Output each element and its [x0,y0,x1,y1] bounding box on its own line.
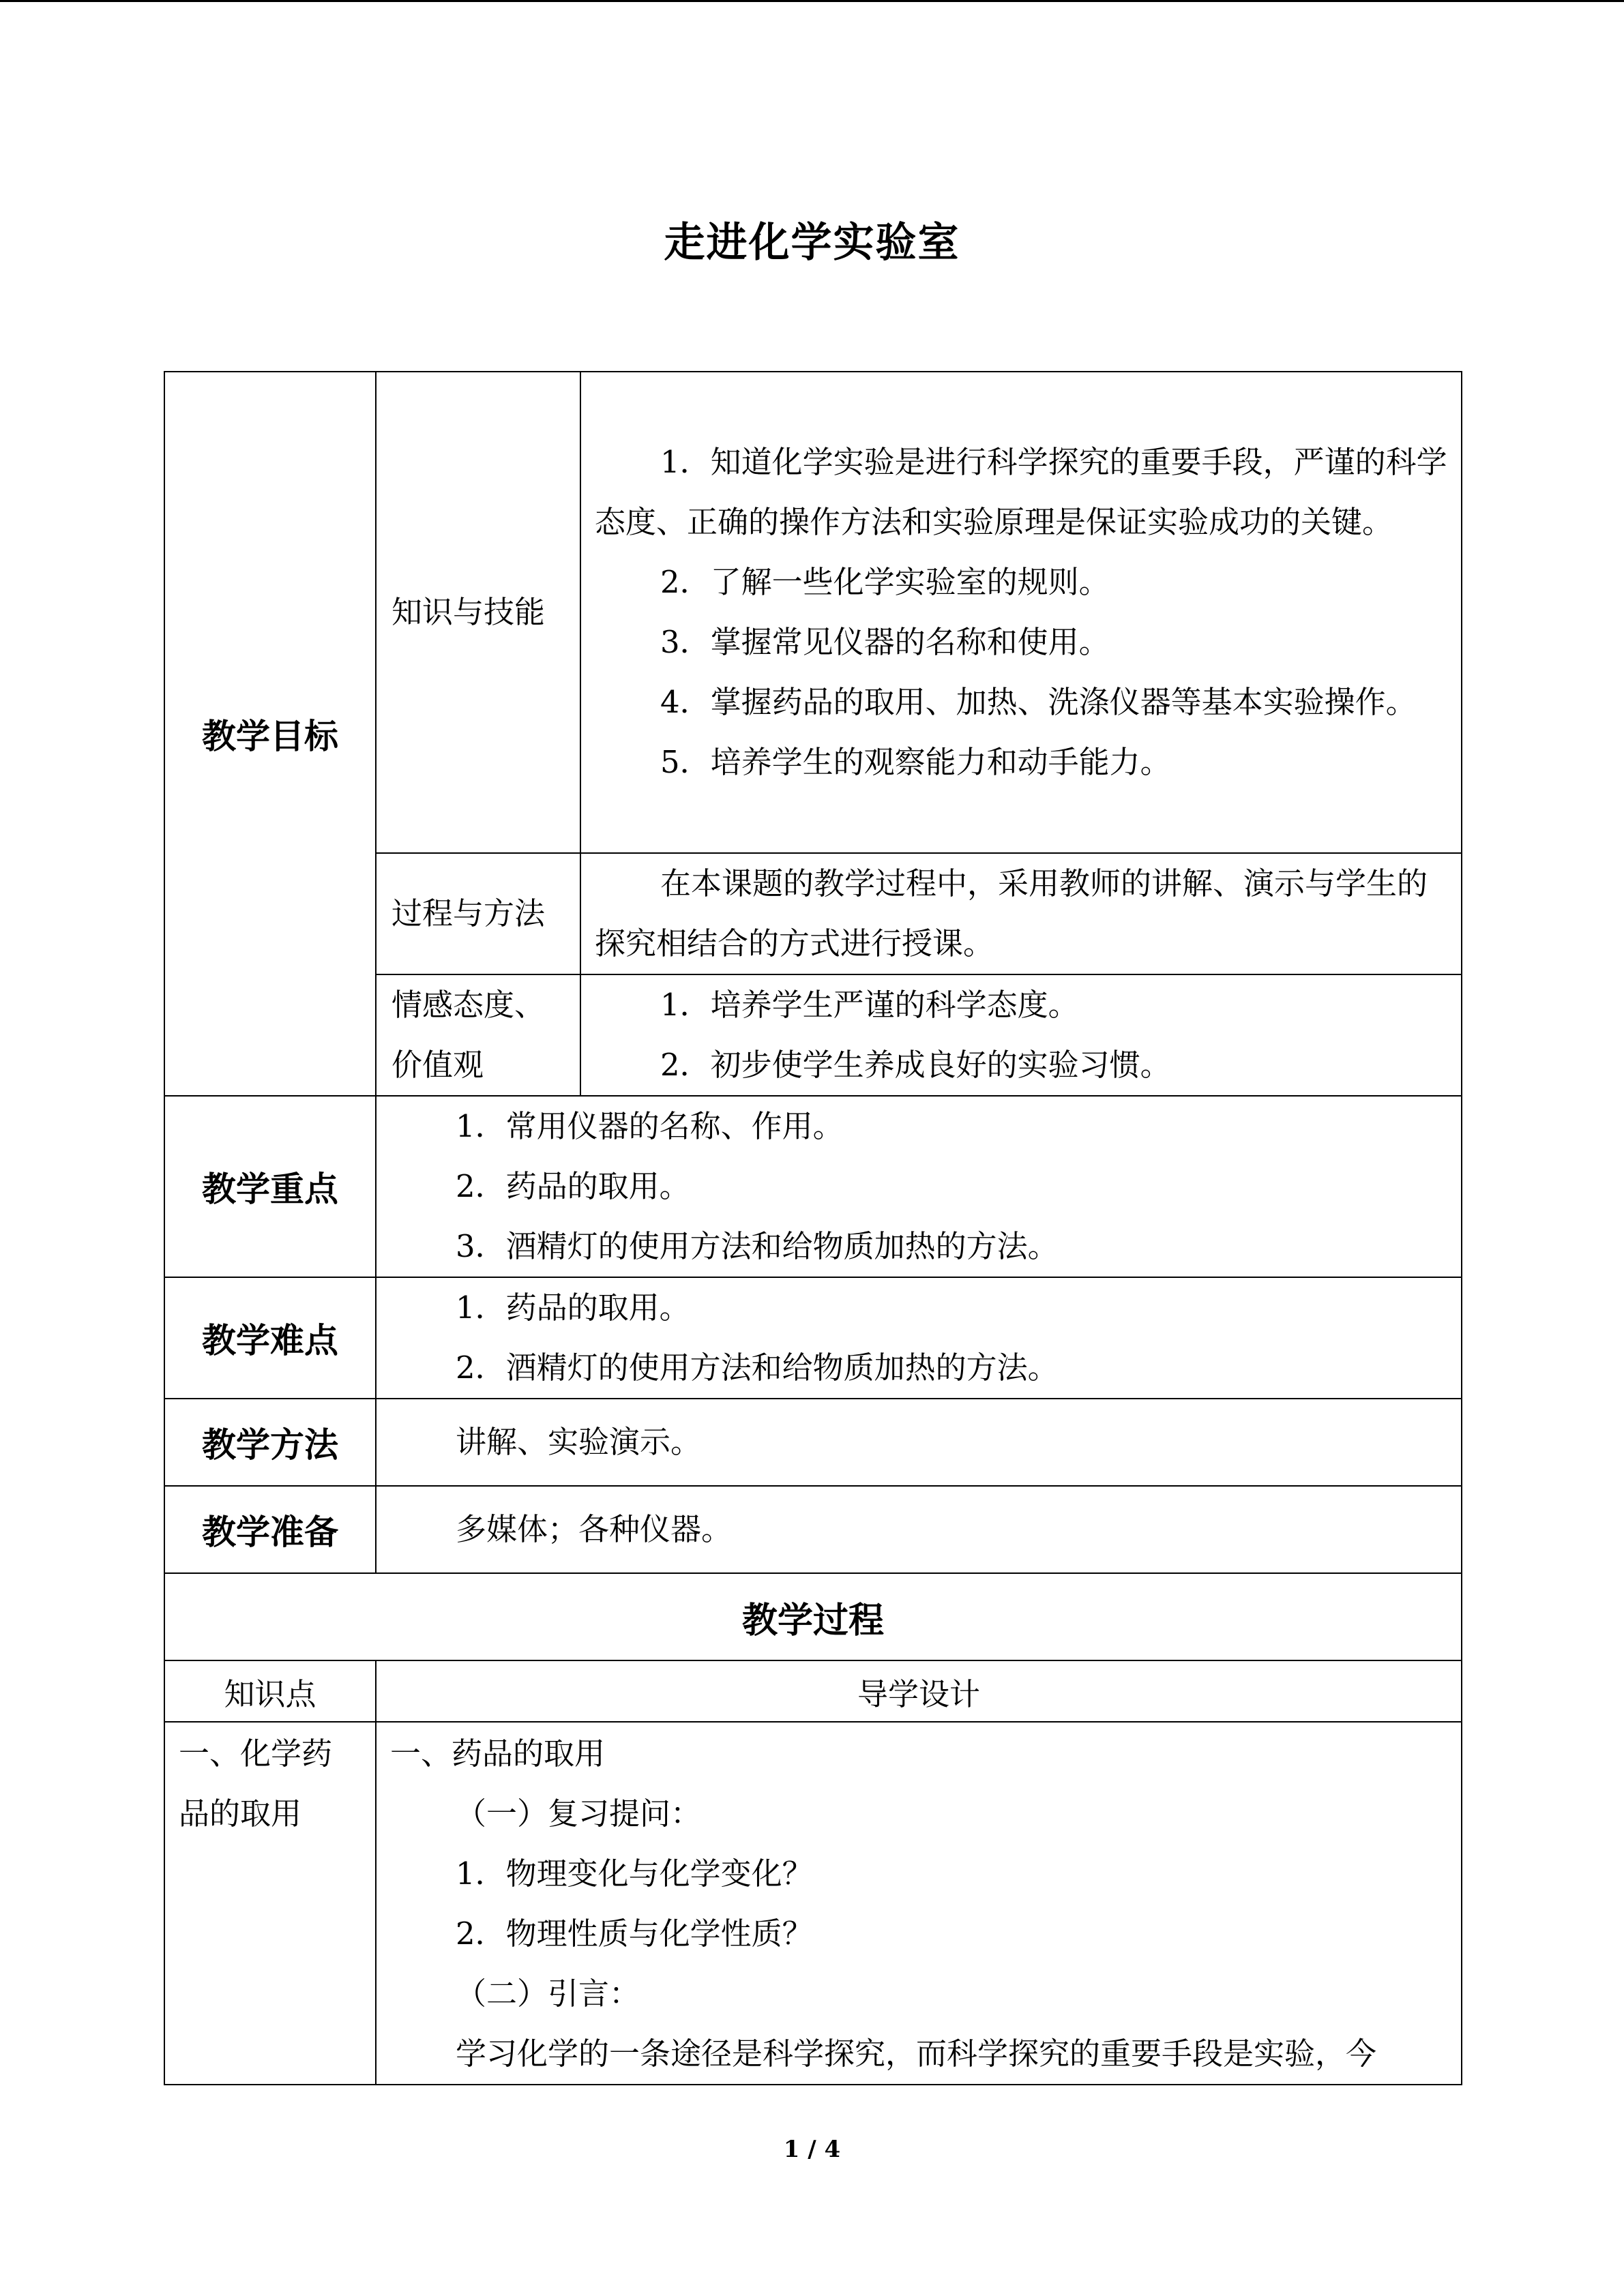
emotion-item-2: 2．初步使学生养成良好的实验习惯。 [660,1047,1171,1083]
process-method-content [580,853,1462,974]
preparation-content [376,1486,1462,1573]
key-point-3: 3．酒精灯的使用方法和给物质加热的方法。 [456,1228,1059,1264]
page-title: 走进化学实验室 [664,219,960,267]
knowledge-item-2: 2．了解一些化学实验室的规则。 [660,564,1110,600]
teaching-process-title: 教学过程 [164,1573,1462,1660]
section1-question-1: 1．物理变化与化学变化？ [456,1855,813,1892]
difficulties-content [376,1277,1462,1399]
section1-point-line1: 一、化学药 [179,1735,333,1772]
emotion-label-line2: 价值观 [392,1047,484,1083]
knowledge-skills-label: 知识与技能 [376,372,580,853]
page-number: 1 / 4 [783,2136,841,2163]
section1-question-2: 2．物理性质与化学性质？ [456,1915,813,1952]
emotion-item-1: 1．培养学生严谨的科学态度。 [660,987,1079,1023]
methods-label: 教学方法 [164,1399,376,1486]
difficulty-1: 1．药品的取用。 [456,1289,690,1326]
section1-knowledge-point [164,1722,376,2085]
emotion-values-label [376,974,580,1096]
emotion-values-content [580,974,1462,1096]
knowledge-item-1: 1．知道化学实验是进行科学探究的重要手段，严谨的科学态度、正确的操作方法和实验原理是保证实验成功的关键。 [595,444,1447,540]
section1-sub2: （二）引言： [456,1976,640,2012]
key-point-1: 1．常用仪器的名称、作用。 [456,1108,844,1144]
knowledge-item-5: 5．培养学生的观察能力和动手能力。 [660,744,1171,780]
knowledge-item-4: 4．掌握药品的取用、加热、洗涤仪器等基本实验操作。 [660,684,1417,720]
column-header-knowledge-point: 知识点 [164,1660,376,1722]
preparation-text: 多媒体；各种仪器。 [456,1511,733,1547]
process-method-label: 过程与方法 [376,853,580,974]
section1-point-line2: 品的取用 [179,1795,302,1832]
objectives-label: 教学目标 [164,372,376,1096]
difficulties-label: 教学难点 [164,1277,376,1399]
difficulty-2: 2．酒精灯的使用方法和给物质加热的方法。 [456,1350,1059,1386]
preparation-label: 教学准备 [164,1486,376,1573]
column-header-guide-design: 导学设计 [376,1660,1462,1722]
emotion-label-line1: 情感态度、 [392,987,546,1023]
methods-content [376,1399,1462,1486]
key-points-content [376,1096,1462,1277]
section1-heading: 一、药品的取用 [390,1735,606,1772]
process-method-text: 在本课题的教学过程中，采用教师的讲解、演示与学生的探究相结合的方式进行授课。 [595,865,1428,961]
section1-intro: 学习化学的一条途径是科学探究，而科学探究的重要手段是实验，今 [456,2036,1377,2072]
top-border-line [0,0,1624,2]
section1-sub1: （一）复习提问： [456,1795,702,1832]
knowledge-skills-content [580,372,1462,853]
methods-text: 讲解、实验演示。 [456,1424,702,1460]
section1-guide-design [376,1722,1462,2085]
key-point-2: 2．药品的取用。 [456,1168,690,1204]
lesson-plan-table [164,371,1462,2085]
key-points-label: 教学重点 [164,1096,376,1277]
knowledge-item-3: 3．掌握常见仪器的名称和使用。 [660,624,1110,660]
